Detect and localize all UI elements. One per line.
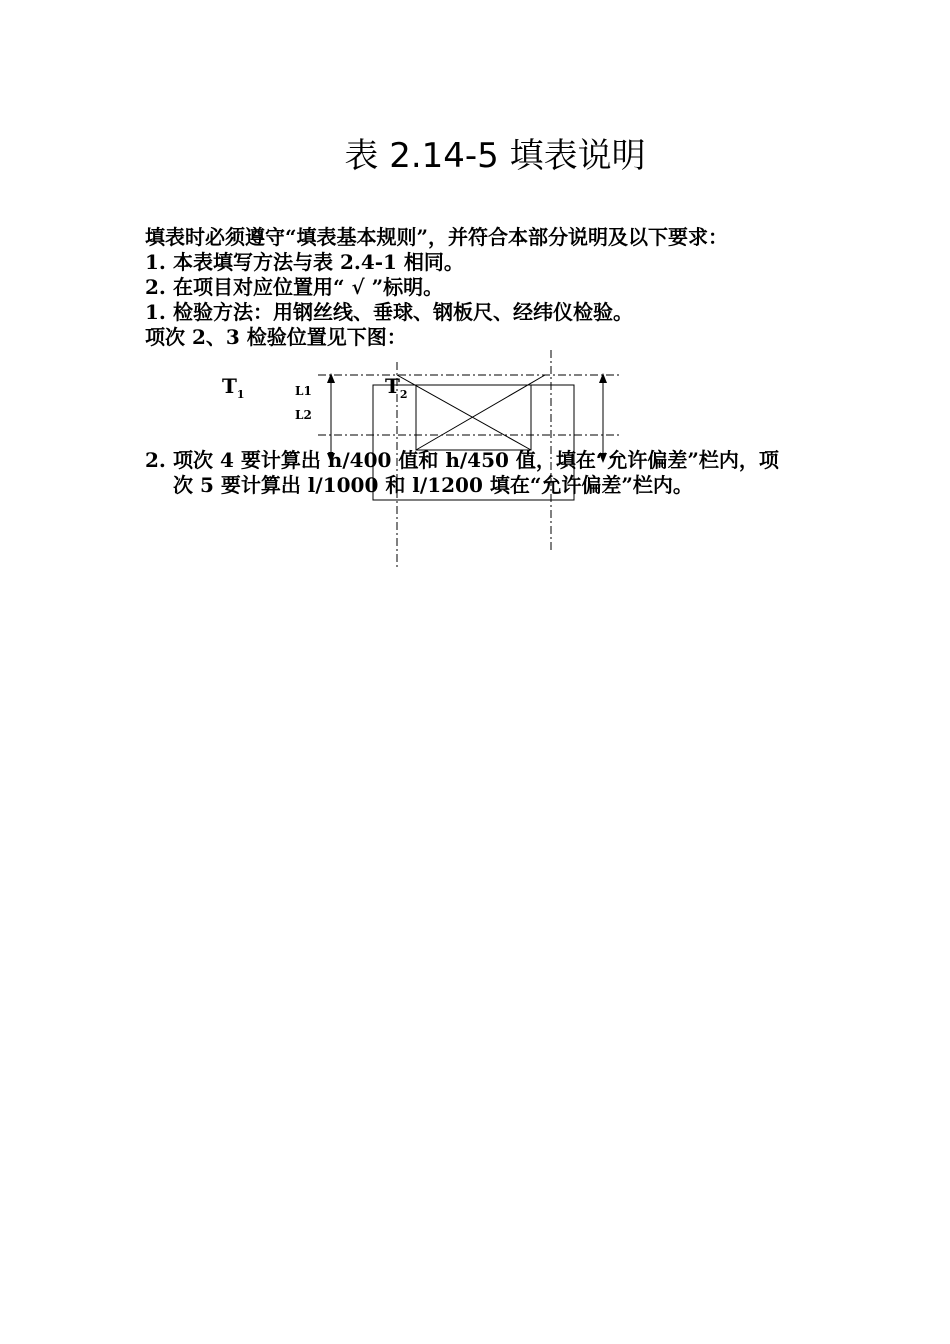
item-text: 在项目对应位置用“ √ ”标明。 (173, 275, 444, 299)
item-number: 2. (145, 448, 166, 472)
item-text: 本表填写方法与表 2.4-1 相同。 (173, 250, 464, 274)
label-l2: L2 (295, 408, 312, 422)
label-l1: L1 (295, 384, 312, 398)
page-title: 表 2.14-5 填表说明 (344, 136, 646, 176)
item-number: 1. (145, 300, 166, 324)
label-t1: $T_1$ (222, 374, 245, 401)
item-text-continued: 次 5 要计算出 l/1000 和 l/1200 填在“允许偏差”栏内。 (173, 473, 693, 497)
cross-line-b (416, 375, 545, 450)
cross-line-a (397, 375, 531, 450)
position-note: 项次 2、3 检验位置见下图： (145, 325, 407, 349)
list-item (145, 448, 779, 473)
intro-text: 填表时必须遵守“填表基本规则”，并符合本部分说明及以下要求： (145, 225, 729, 249)
arrowhead-up-icon (599, 373, 607, 383)
item-number: 2. (145, 275, 166, 299)
item-number: 1. (145, 250, 166, 274)
inspection-position-diagram (0, 0, 950, 600)
item-text: 检验方法：用钢丝线、垂球、钢板尺、经纬仪检验。 (173, 300, 633, 324)
item-text: 项次 4 要计算出 h/400 值和 h/450 值，填在“允许偏差”栏内，项 (173, 448, 779, 472)
arrowhead-up-icon (327, 373, 335, 383)
label-t2: $T_2$ (385, 374, 408, 401)
